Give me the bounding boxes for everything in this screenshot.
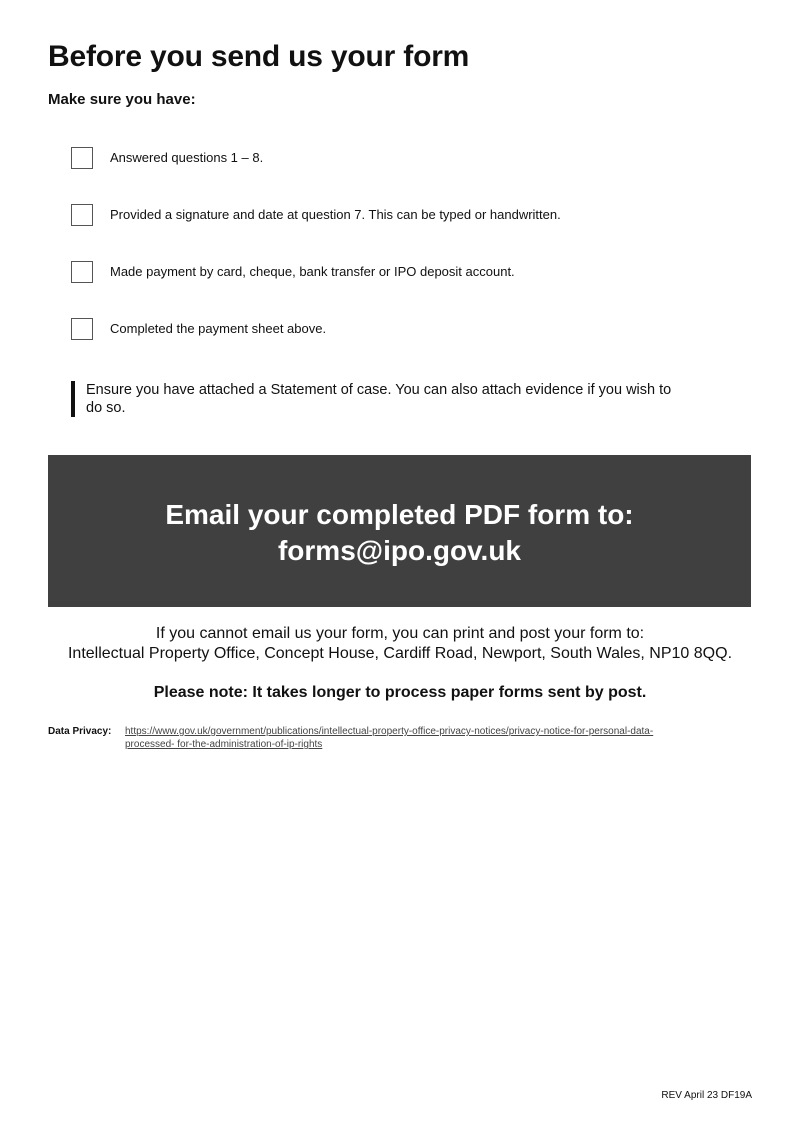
privacy-link-line-2: processed- for-the-administration-of-ip-rights bbox=[125, 739, 323, 750]
data-privacy-label: Data Privacy: bbox=[48, 726, 112, 737]
checklist-item-payment bbox=[71, 259, 515, 284]
email-banner-heading: Email your completed PDF form to: bbox=[165, 499, 634, 530]
checklist-label: Completed the payment sheet above. bbox=[110, 321, 327, 336]
checklist-label: Made payment by card, cheque, bank transfer or IPO deposit account. bbox=[110, 264, 515, 279]
privacy-notice-link[interactable] bbox=[125, 725, 725, 751]
checkbox-payment-sheet[interactable] bbox=[71, 318, 93, 340]
paper-forms-note: Please note: It takes longer to process paper forms sent by post. bbox=[153, 684, 647, 701]
checklist-item-payment-sheet bbox=[71, 316, 326, 341]
statement-of-case-callout: Ensure you have attached a Statement of case. You can also attach evidence if you wish to do so. bbox=[71, 381, 686, 417]
checkbox-payment[interactable] bbox=[71, 261, 93, 283]
page-title: Before you send us your form bbox=[48, 40, 470, 73]
checklist-item-questions bbox=[71, 145, 263, 170]
postal-address: Intellectual Property Office, Concept House, Cardiff Road, Newport, South Wales, NP10 8QQ. bbox=[67, 645, 733, 662]
checkbox-questions[interactable] bbox=[71, 147, 93, 169]
checkbox-signature[interactable] bbox=[71, 204, 93, 226]
checklist-label: Provided a signature and date at question 7. This can be typed or handwritten. bbox=[110, 207, 561, 222]
checklist-label: Answered questions 1 – 8. bbox=[110, 150, 264, 165]
email-banner bbox=[48, 455, 751, 607]
revision-code: REV April 23 DF19A bbox=[661, 1090, 752, 1101]
checklist-item-signature bbox=[71, 202, 561, 227]
postal-instructions bbox=[0, 624, 800, 664]
privacy-link-line-1: https://www.gov.uk/government/publications/intellectual-property-office-privacy-notices/privacy-notice-for-personal-data- bbox=[125, 726, 654, 737]
email-address-link[interactable]: forms@ipo.gov.uk bbox=[277, 535, 522, 566]
postal-intro: If you cannot email us your form, you can print and post your form to: bbox=[155, 625, 645, 642]
checklist-heading: Make sure you have: bbox=[48, 91, 196, 108]
